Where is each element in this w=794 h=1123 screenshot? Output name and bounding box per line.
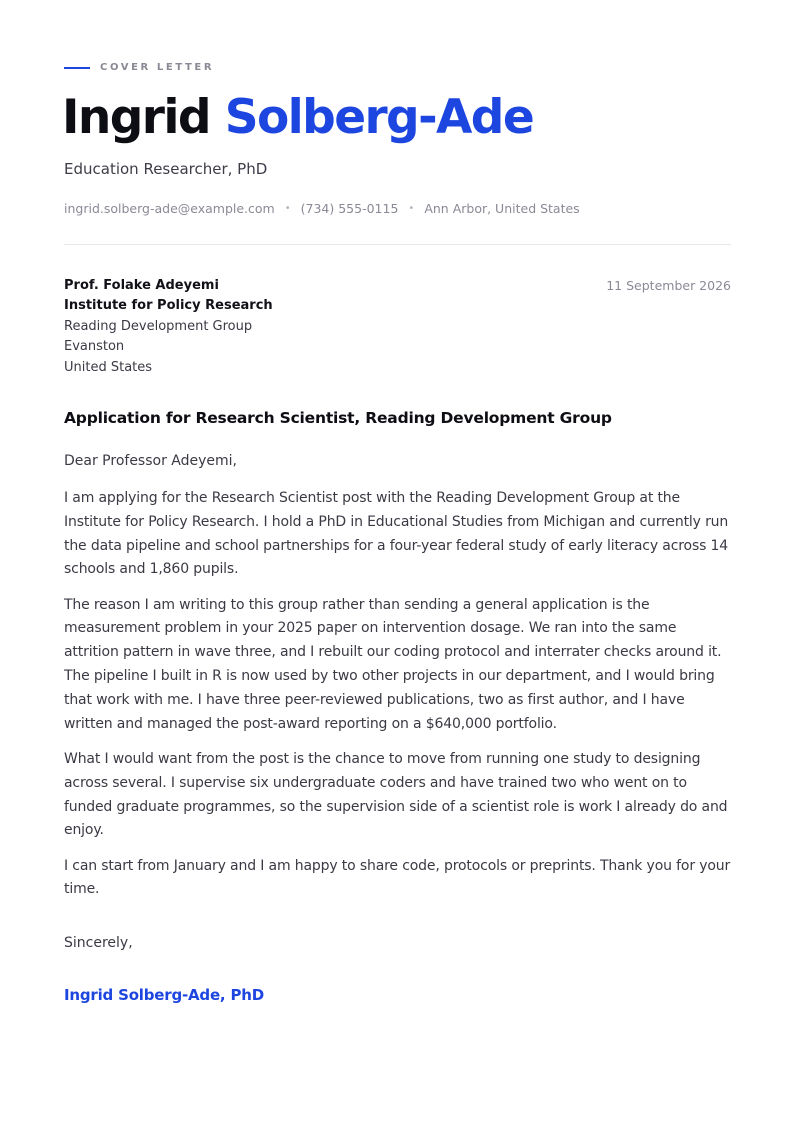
body-paragraph: I can start from January and I am happy to share code, protocols or preprints. Thank you for your time.: [64, 857, 731, 898]
applicant-name: [62, 88, 533, 148]
contact-separator: •: [284, 203, 291, 214]
cover-letter-page: [64, 0, 731, 1123]
contact-separator: •: [408, 203, 415, 214]
closing: Sincerely,: [64, 935, 133, 951]
recipient-organization: Institute for Policy Research: [64, 298, 273, 314]
eyebrow: [64, 62, 214, 73]
salutation: Dear Professor Adeyemi,: [64, 453, 237, 469]
body-paragraph: What I would want from the post is the chance to move from running one study to designing across several. I supervise six undergraduate coders and have trained two who went on to funded graduate programmes, so the supervision side of a scientist role is work I already do and enjoy.: [64, 750, 728, 839]
applicant-role: Education Researcher, PhD: [64, 160, 268, 178]
letter-body: [64, 487, 731, 914]
applicant-first-name: Ingrid: [62, 90, 210, 145]
recipient-country: United States: [64, 359, 153, 375]
header-divider: [64, 244, 731, 245]
letter-date: 11 September 2026: [606, 278, 731, 293]
contact-location: Ann Arbor, United States: [424, 201, 580, 216]
contact-line: [64, 201, 580, 216]
body-paragraph: The reason I am writing to this group rather than sending a general application is the measurement problem in your 2025 paper on intervention dosage. We ran into the same attrition pattern in wave three, and I rebuilt our coding protocol and interrater checks around it. The pipeline I built in R is now used by two other projects in our department, and I would bring that work with me. I have three peer-reviewed publications, two as first author, and I have written and managed the post-award reporting on a $640,000 portfolio.: [64, 596, 722, 732]
contact-phone: (734) 555-0115: [300, 201, 399, 216]
contact-email: ingrid.solberg-ade@example.com: [64, 201, 275, 216]
signature: Ingrid Solberg-Ade, PhD: [64, 986, 264, 1004]
body-paragraph: I am applying for the Research Scientist post with the Reading Development Group at the Institute for Policy Research. I hold a PhD in Educational Studies from Michigan and currently run the data pipeline and school partnerships for a four-year federal study of early literacy across 14 schools and 1,860 pupils.: [64, 490, 729, 578]
recipient-name: Prof. Folake Adeyemi: [64, 278, 219, 293]
eyebrow-label: COVER LETTER: [100, 62, 215, 73]
applicant-last-name: Solberg-Ade: [224, 90, 534, 145]
recipient-city: Evanston: [64, 339, 125, 355]
recipient-group: Reading Development Group: [64, 318, 253, 334]
eyebrow-accent-line: [64, 67, 90, 69]
recipient-block: [64, 276, 273, 378]
letter-subject: Application for Research Scientist, Reading Development Group: [64, 409, 612, 427]
